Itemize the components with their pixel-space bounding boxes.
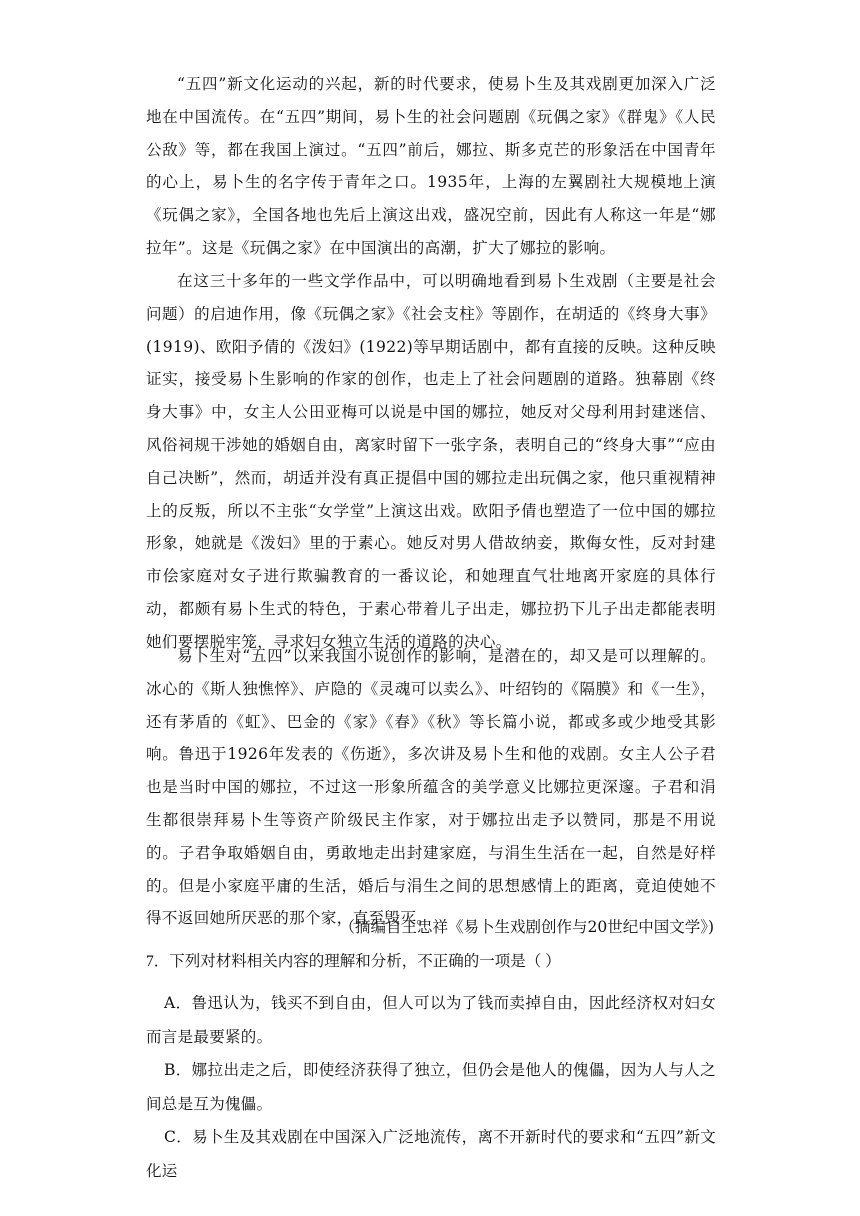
passage-paragraph-2: 在这三十多年的一些文学作品中，可以明确地看到易卜生戏剧（主要是社会问题）的启迪作用，像《玩偶之家》《社会支柱》等剧作，在胡适的《终身大事》(1919)、欧阳予倩的《泼妇》(1922)等早期话剧中，都有直接的反映。这种反映证实，接受易卜生影响的作家的创作，也走上了社会问题剧的道路。独幕剧《终身大事》中，女主人公田亚梅可以说是中国的娜拉，她反对父母利用封建迷信、风俗祠规干涉她的婚姻自由，离家时留下一张字条，表明自己的“终身大事”“应由自己决断”，然而，胡适并没有真正提倡中国的娜拉走出玩偶之家，他只重视精神上的反叛，所以不主张“女学堂”上演这出戏。欧阳予倩也塑造了一位中国的娜拉形象，她就是《泼妇》里的于素心。她反对男人借故纳妾，欺侮女性，反对封建市侩家庭对女子进行欺骗教育的一番议论，和她理直气壮地离开家庭的具体行动，都颇有易卜生式的特色，于素心带着儿子出走，娜拉扔下儿子出走都能表明她们要摆脱牢笼，寻求妇女独立生活的道路的决心。 — [146, 272, 716, 651]
source-citation: （摘编自王忠祥《易卜生戏剧创作与20世纪中国文学》) — [339, 918, 714, 936]
passage-paragraph-1: “五四”新文化运动的兴起，新的时代要求，使易卜生及其戏剧更加深入广泛地在中国流传。在“五四”期间，易卜生的社会问题剧《玩偶之家》《群鬼》《人民公敌》等，都在我国上演过。“五四”前后，娜拉、斯多克芒的形象活在中国青年的心上，易卜生的名字传于青年之口。1935年，上海的左翼剧社大规模地上演《玩偶之家》，全国各地也先后上演这出戏，盛况空前，因此有人称这一年是“娜拉年”。这是《玩偶之家》在中国演出的高潮，扩大了娜拉的影响。 — [146, 75, 716, 257]
passage-paragraph-3: 易卜生对“五四”以来我国小说创作的影响，是潜在的，却又是可以理解的。冰心的《斯人独憔悴》、庐隐的《灵魂可以卖么》、叶绍钧的《隔膜》和《一生》，还有茅盾的《虹》、巴金的《家》《春》《秋》等长篇小说，都或多或少地受其影响。鲁迅于1926年发表的《伤逝》，多次讲及易卜生和他的戏剧。女主人公子君也是当时中国的娜拉，不过这一形象所蕴含的美学意义比娜拉更深邃。子君和涓生都很崇拜易卜生等资产阶级民主作家，对于娜拉出走予以赞同，那是不用说的。子君争取婚姻自由，勇敢地走出封建家庭，与涓生生活在一起，自然是好样的。但是小家庭平庸的生活，婚后与涓生之间的思想感情上的距离，竟迫使她不得不返回她所厌恶的那个家，直至毁灭。 — [146, 647, 716, 928]
option-a[interactable]: A．鲁迅认为，钱买不到自由，但人可以为了钱而卖掉自由，因此经济权对妇女而言是最要紧的。 — [146, 994, 716, 1046]
option-b[interactable]: B．娜拉出走之后，即使经济获得了独立，但仍会是他人的傀儡，因为人与人之间总是互为傀儡。 — [146, 1061, 716, 1113]
question-stem: 7．下列对材料相关内容的理解和分析，不正确的一项是（ ） — [146, 953, 561, 970]
option-c[interactable]: C．易卜生及其戏剧在中国深入广泛地流传，离不开新时代的要求和“五四”新文化运 — [146, 1128, 716, 1180]
